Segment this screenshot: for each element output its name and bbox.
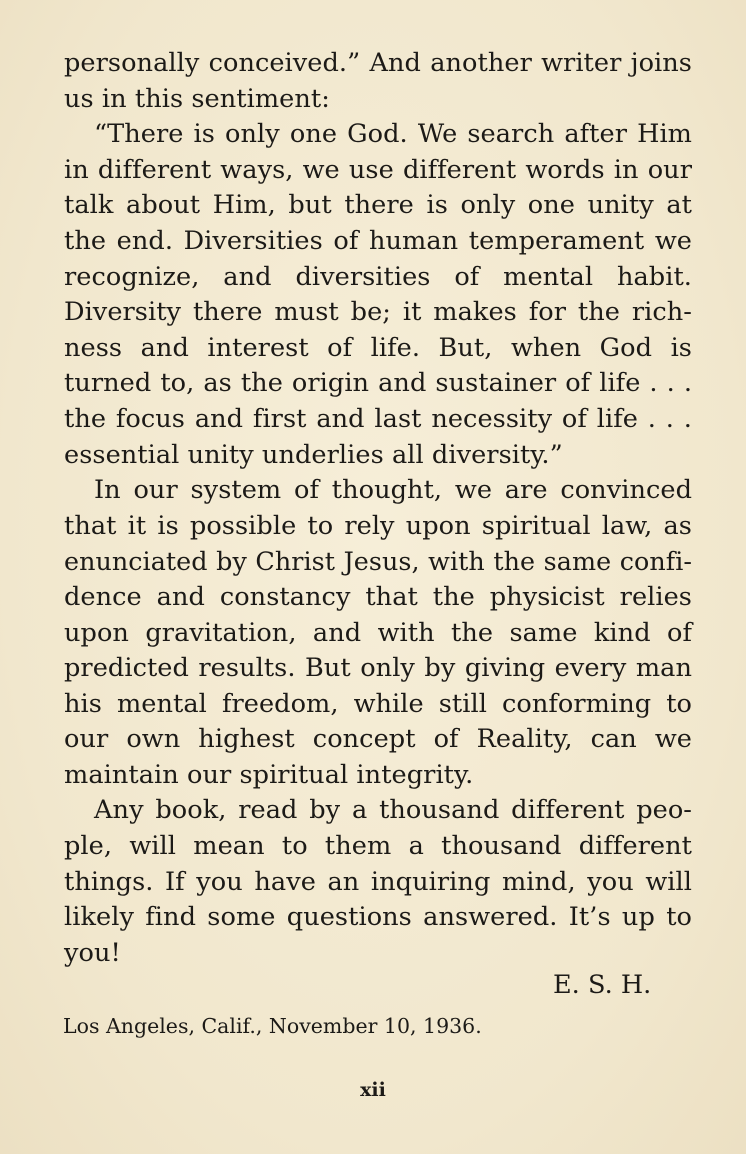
text-line: talk about Him, but there is only one unity at <box>64 190 692 221</box>
text-line: upon gravitation, and with the same kind of <box>64 617 692 648</box>
text-line: essential unity underlies all diversity.” <box>64 439 563 470</box>
text-line: enunciated by Christ Jesus, with the same confi- <box>64 546 692 577</box>
text-line: likely find some questions answered. It’s up to <box>64 902 692 933</box>
text-line: things. If you have an inquiring mind, you will <box>64 866 692 897</box>
text-line: recognize, and diversities of mental habit. <box>64 261 692 292</box>
page-number: xii <box>360 1079 386 1101</box>
text-line: “There is only one God. We search after Him <box>94 119 692 150</box>
text-line: In our system of thought, we are convinced <box>94 475 692 506</box>
text-line: you! <box>64 937 121 968</box>
text-line: Diversity there must be; it makes for the rich- <box>64 297 692 328</box>
text-line: the focus and first and last necessity of life . . . <box>64 403 692 434</box>
text-line: maintain our spiritual integrity. <box>64 759 474 790</box>
text-line: personally conceived.” And another writer joins <box>64 48 692 78</box>
text-line: his mental freedom, while still conforming to <box>64 688 692 719</box>
text-line: Any book, read by a thousand different peo- <box>94 795 692 826</box>
text-line: ple, will mean to them a thousand different <box>64 831 692 862</box>
text-line: dence and constancy that the physicist relies <box>64 581 692 612</box>
text-line: us in this sentiment: <box>64 83 330 114</box>
body-text <box>64 46 692 971</box>
text-line: our own highest concept of Reality, can we <box>64 724 692 755</box>
text-line: turned to, as the origin and sustainer of life . . . <box>64 368 692 399</box>
text-line: predicted results. But only by giving every man <box>64 653 692 684</box>
text-line: that it is possible to rely upon spiritual law, as <box>64 510 692 541</box>
signature-initials: E. S. H. <box>553 970 652 1000</box>
text-line: ness and interest of life. But, when God is <box>64 332 692 363</box>
text-line: the end. Diversities of human temperament we <box>64 225 692 256</box>
text-line: in different ways, we use different words in our <box>64 154 692 185</box>
place-and-date: Los Angeles, Calif., November 10, 1936. <box>63 1014 482 1038</box>
